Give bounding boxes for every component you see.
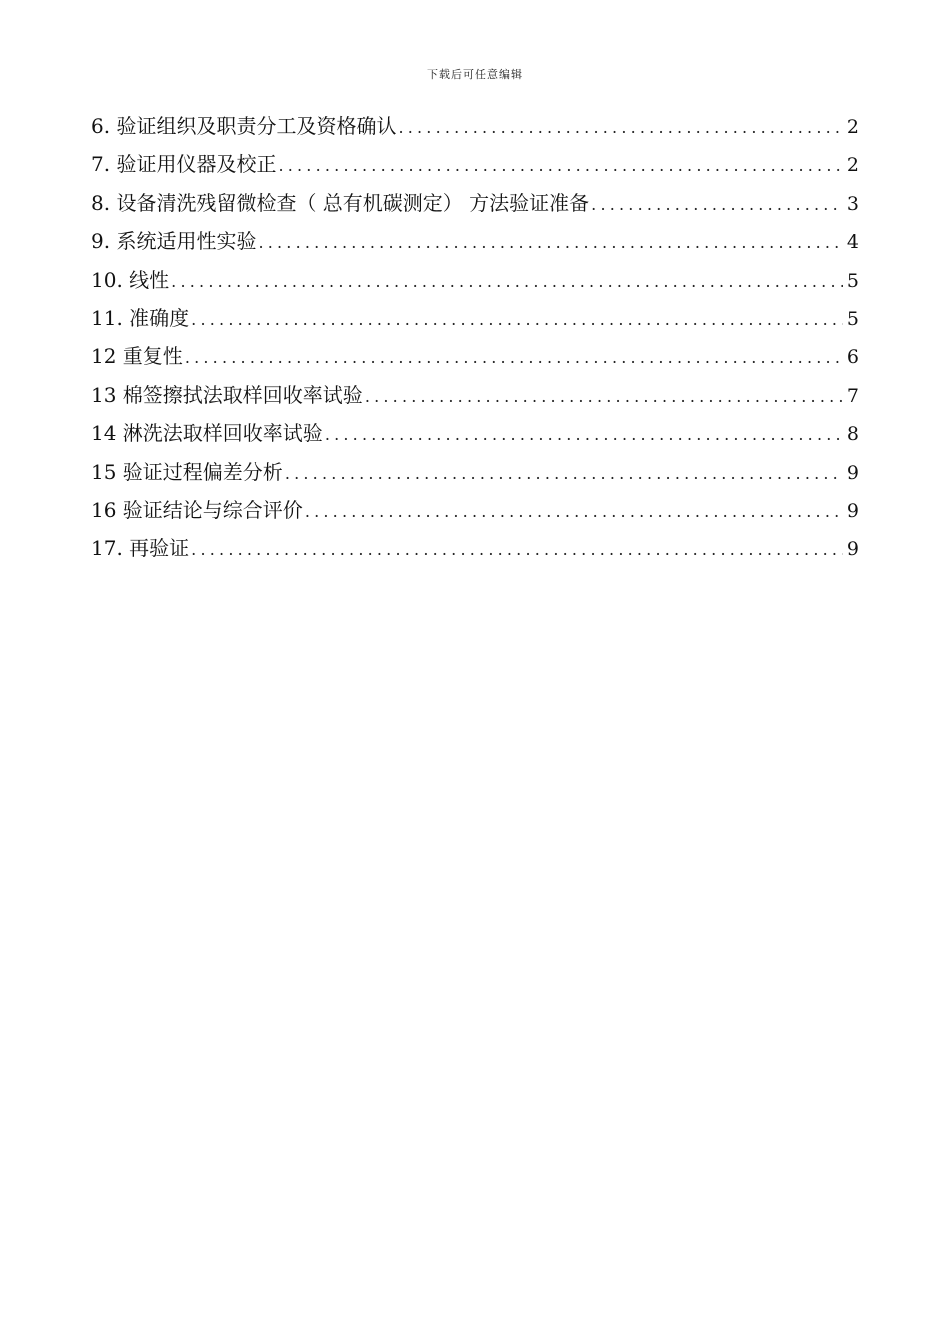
- toc-entry-title: 10. 线性: [91, 267, 170, 292]
- toc-dot-leader: [191, 301, 843, 337]
- toc-entry-title: 7. 验证用仪器及校正: [91, 152, 277, 177]
- toc-entry-page: 7: [846, 384, 859, 407]
- toc-entry[interactable]: [91, 529, 859, 567]
- toc-entry[interactable]: [91, 145, 859, 183]
- toc-entry-page: 9: [846, 499, 859, 522]
- toc-entry-page: 4: [846, 231, 859, 254]
- toc-dot-leader: [258, 224, 842, 260]
- table-of-contents: [91, 107, 859, 568]
- toc-entry-title: 13 棉签擦拭法取样回收率试验: [91, 382, 363, 407]
- toc-entry-page: 5: [846, 307, 859, 330]
- toc-dot-leader: [365, 378, 843, 414]
- toc-entry-page: 5: [846, 269, 859, 292]
- toc-dot-leader: [285, 455, 843, 491]
- toc-entry-title: 15 验证过程偏差分析: [91, 459, 283, 484]
- toc-entry-title: 14 淋洗法取样回收率试验: [91, 421, 323, 446]
- toc-entry-page: 3: [846, 192, 859, 215]
- toc-entry[interactable]: [91, 184, 859, 222]
- toc-entry[interactable]: [91, 414, 859, 452]
- toc-dot-leader: [398, 109, 842, 145]
- toc-dot-leader: [278, 147, 842, 183]
- toc-entry[interactable]: [91, 222, 859, 260]
- page-header: 下载后可任意编辑: [427, 68, 523, 81]
- toc-entry-title: 6. 验证组织及职责分工及资格确认: [91, 114, 397, 138]
- toc-entry-page: 9: [846, 538, 859, 561]
- toc-entry-title: 12 重复性: [91, 344, 183, 369]
- toc-entry-page: 8: [846, 423, 859, 446]
- toc-dot-leader: [305, 493, 843, 529]
- toc-entry[interactable]: [91, 299, 859, 337]
- toc-entry-title: 11. 准确度: [91, 305, 190, 330]
- toc-entry-page: 2: [846, 154, 859, 177]
- toc-dot-leader: [591, 186, 843, 222]
- toc-entry[interactable]: [91, 453, 859, 491]
- toc-entry-page: 2: [846, 116, 859, 138]
- toc-entry[interactable]: [91, 107, 859, 145]
- toc-dot-leader: [185, 339, 843, 375]
- toc-entry-page: 6: [846, 346, 859, 369]
- toc-entry-title: 16 验证结论与综合评价: [91, 497, 303, 522]
- toc-entry-page: 9: [846, 461, 859, 484]
- toc-entry[interactable]: [91, 261, 859, 299]
- toc-entry-title: 9. 系统适用性实验: [91, 229, 257, 254]
- toc-entry-title: 17. 再验证: [91, 536, 190, 561]
- toc-entry-title: 8. 设备清洗残留微检查（ 总有机碳测定） 方法验证准备: [91, 190, 590, 215]
- toc-entry[interactable]: [91, 376, 859, 414]
- toc-entry[interactable]: [91, 491, 859, 529]
- toc-dot-leader: [191, 531, 843, 567]
- toc-entry[interactable]: [91, 337, 859, 375]
- toc-dot-leader: [171, 263, 843, 299]
- toc-dot-leader: [325, 416, 843, 452]
